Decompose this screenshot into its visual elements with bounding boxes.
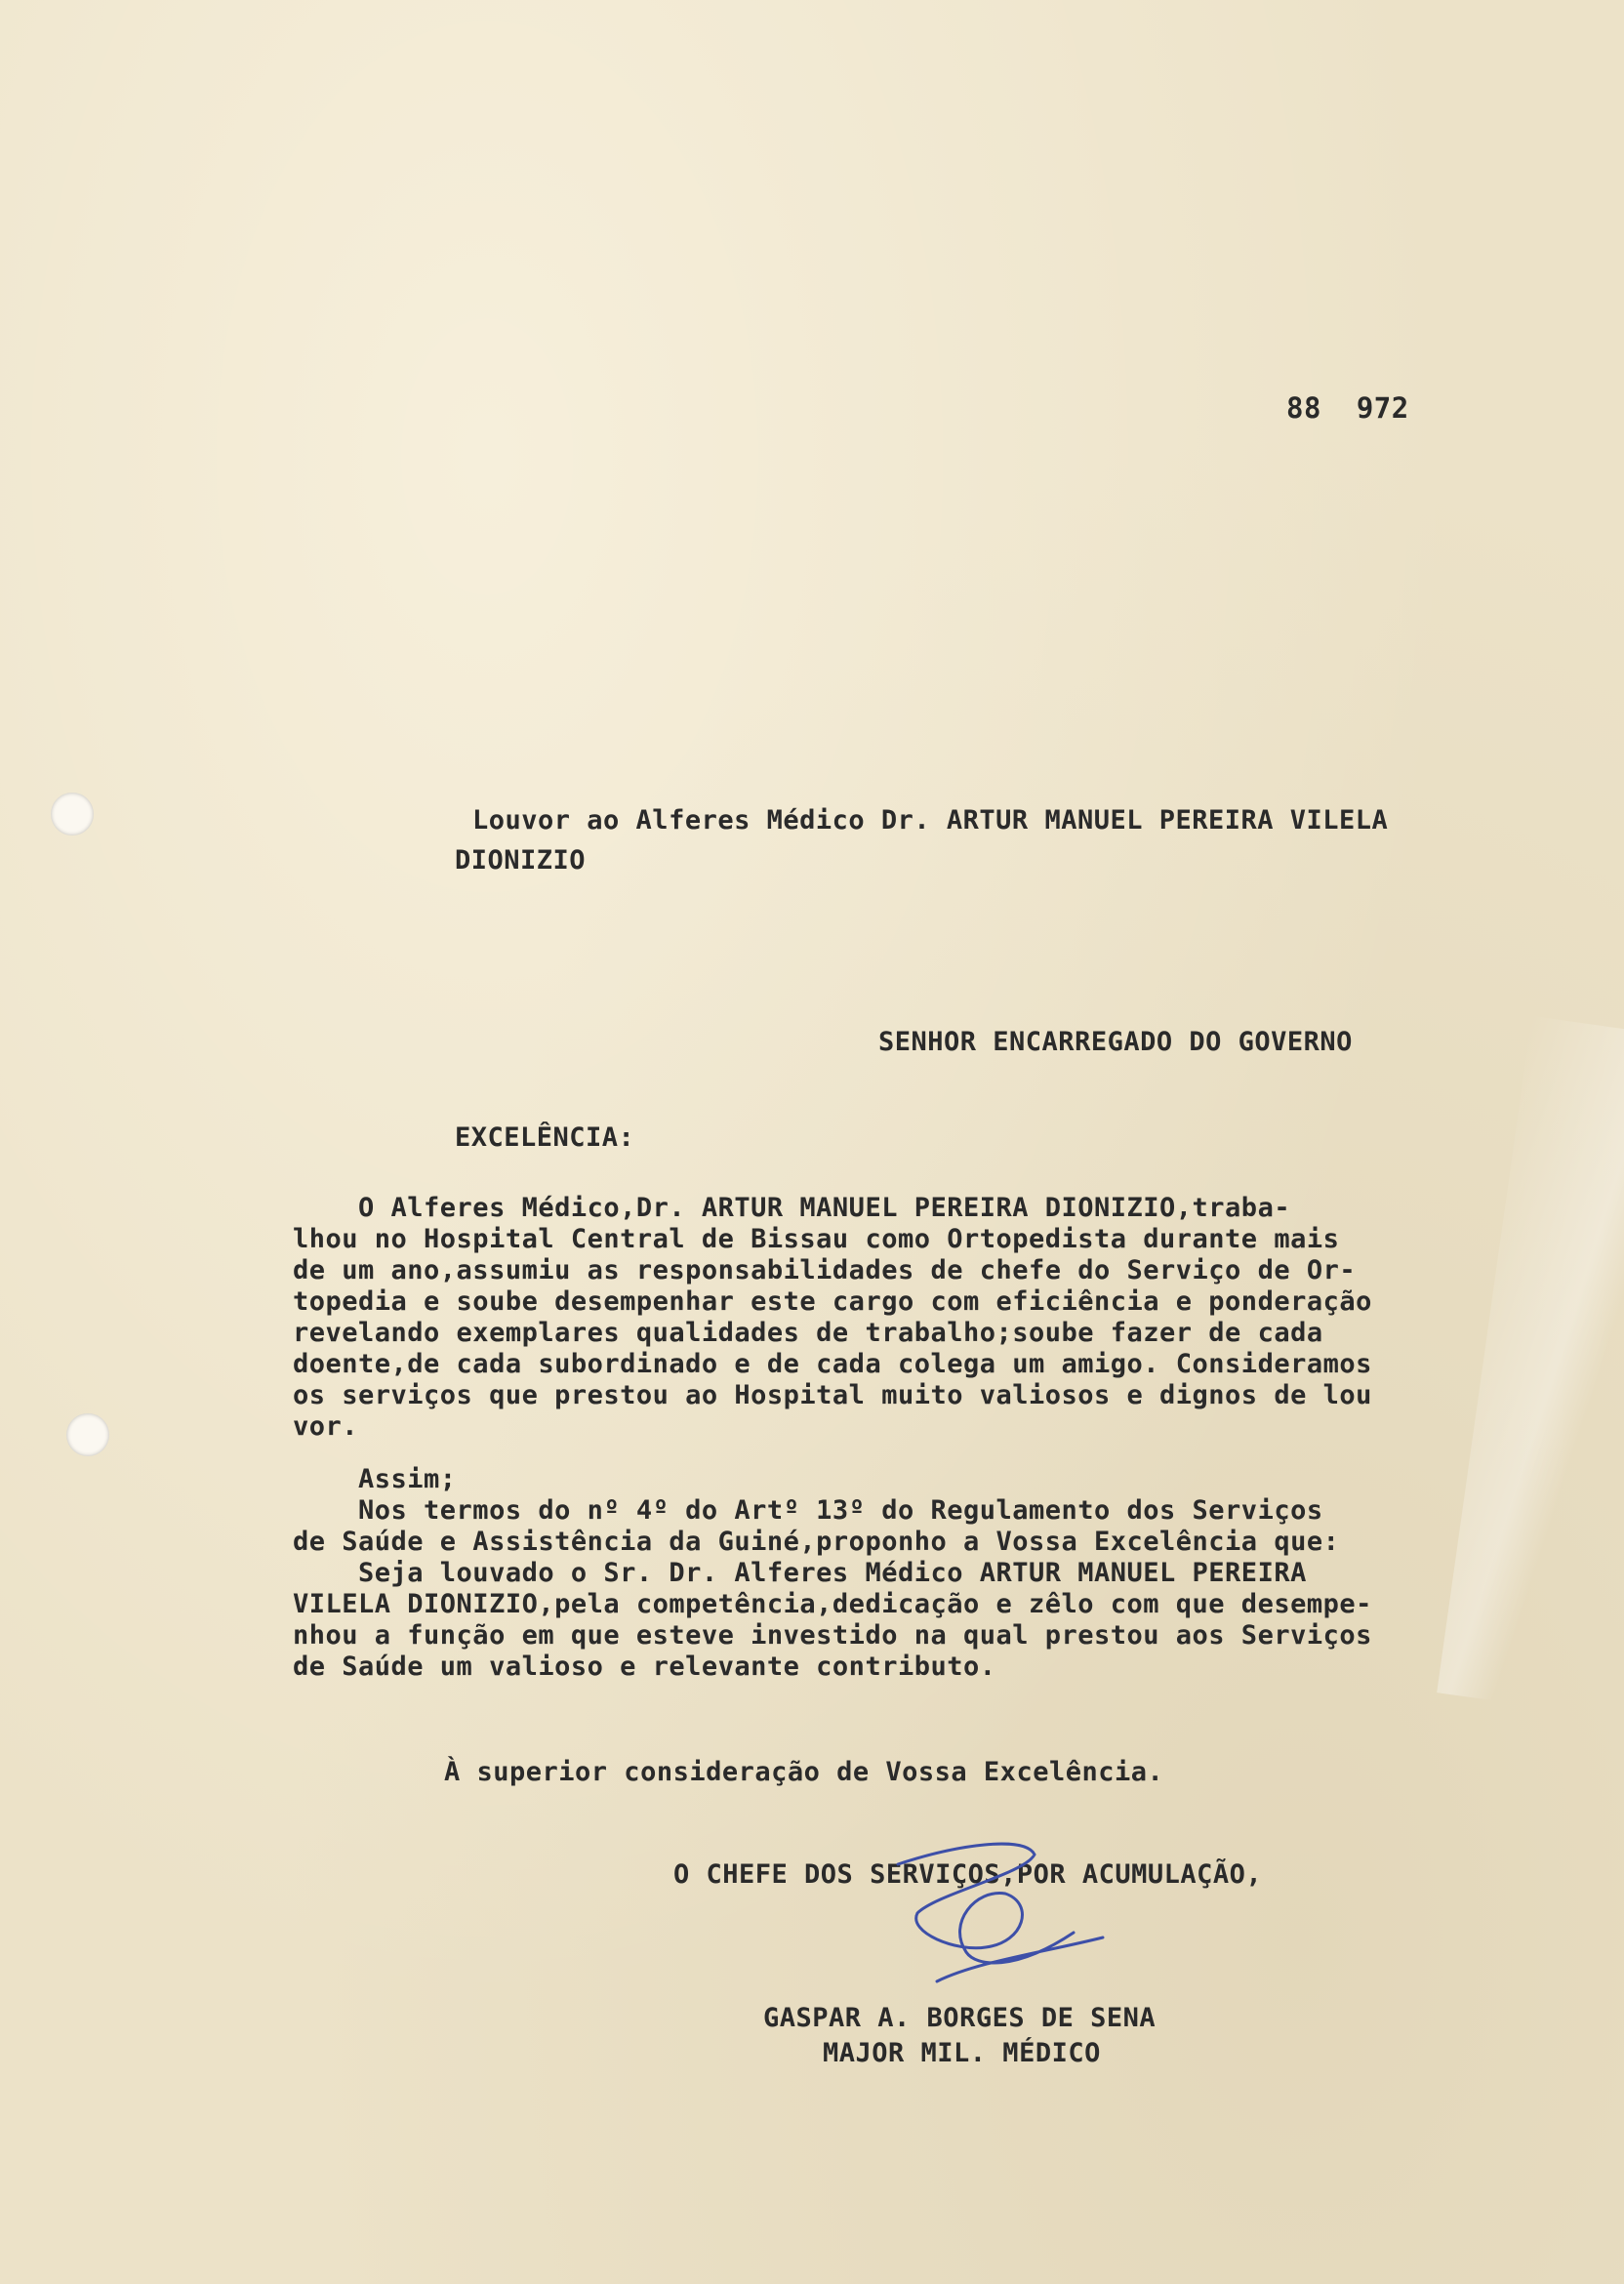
closing-line: À superior consideração de Vossa Excelência. <box>444 1757 1164 1787</box>
subject-line-2: DIONIZIO <box>455 845 587 876</box>
signer-rank: MAJOR MIL. MÉDICO <box>823 2038 1101 2068</box>
document-number: 88 972 <box>1286 391 1409 425</box>
body-line: lhou no Hospital Central de Bissau como Ortopedista durante mais <box>293 1224 1340 1254</box>
body-line: O Alferes Médico,Dr. ARTUR MANUEL PEREIRA DIONIZIO,traba- <box>293 1193 1291 1223</box>
body-line: Seja louvado o Sr. Dr. Alferes Médico ARTUR MANUEL PEREIRA <box>293 1558 1307 1588</box>
body-line: de Saúde um valioso e relevante contributo. <box>293 1652 996 1682</box>
subject-line-1: Louvor ao Alferes Médico Dr. ARTUR MANUEL PEREIRA VILELA <box>472 805 1389 836</box>
body-line: os serviços que prestou ao Hospital muito valiosos e dignos de lou <box>293 1380 1372 1410</box>
salutation: EXCELÊNCIA: <box>455 1122 635 1153</box>
body-line: nhou a função em que esteve investido na qual prestou aos Serviços <box>293 1620 1372 1651</box>
body-line: de um ano,assumiu as responsabilidades de chefe do Serviço de Or- <box>293 1255 1357 1285</box>
body-line: revelando exemplares qualidades de trabalho;soube fazer de cada <box>293 1318 1323 1348</box>
signer-name: GASPAR A. BORGES DE SENA <box>763 2003 1157 2033</box>
body-line: topedia e soube desempenhar este cargo com eficiência e ponderação <box>293 1286 1372 1317</box>
body-line: doente,de cada subordinado e de cada colega um amigo. Consideramos <box>293 1349 1372 1379</box>
body-line: vor. <box>293 1411 359 1442</box>
signature-title: O CHEFE DOS SERVIÇOS,POR ACUMULAÇÃO, <box>673 1859 1263 1890</box>
body-paragraph-2 <box>293 1464 1581 1683</box>
body-line: VILELA DIONIZIO,pela competência,dedicação e zêlo com que desempe- <box>293 1589 1372 1619</box>
body-line: de Saúde e Assistência da Guiné,proponho a Vossa Excelência que: <box>293 1527 1340 1557</box>
punch-hole-bottom <box>66 1413 109 1456</box>
body-line: Assim; <box>293 1464 457 1494</box>
body-paragraph-1 <box>293 1193 1581 1443</box>
body-line: Nos termos do nº 4º do Artº 13º do Regulamento dos Serviços <box>293 1495 1323 1526</box>
handwritten-signature <box>878 1835 1113 1991</box>
addressee: SENHOR ENCARREGADO DO GOVERNO <box>878 1027 1353 1057</box>
punch-hole-top <box>51 793 94 836</box>
